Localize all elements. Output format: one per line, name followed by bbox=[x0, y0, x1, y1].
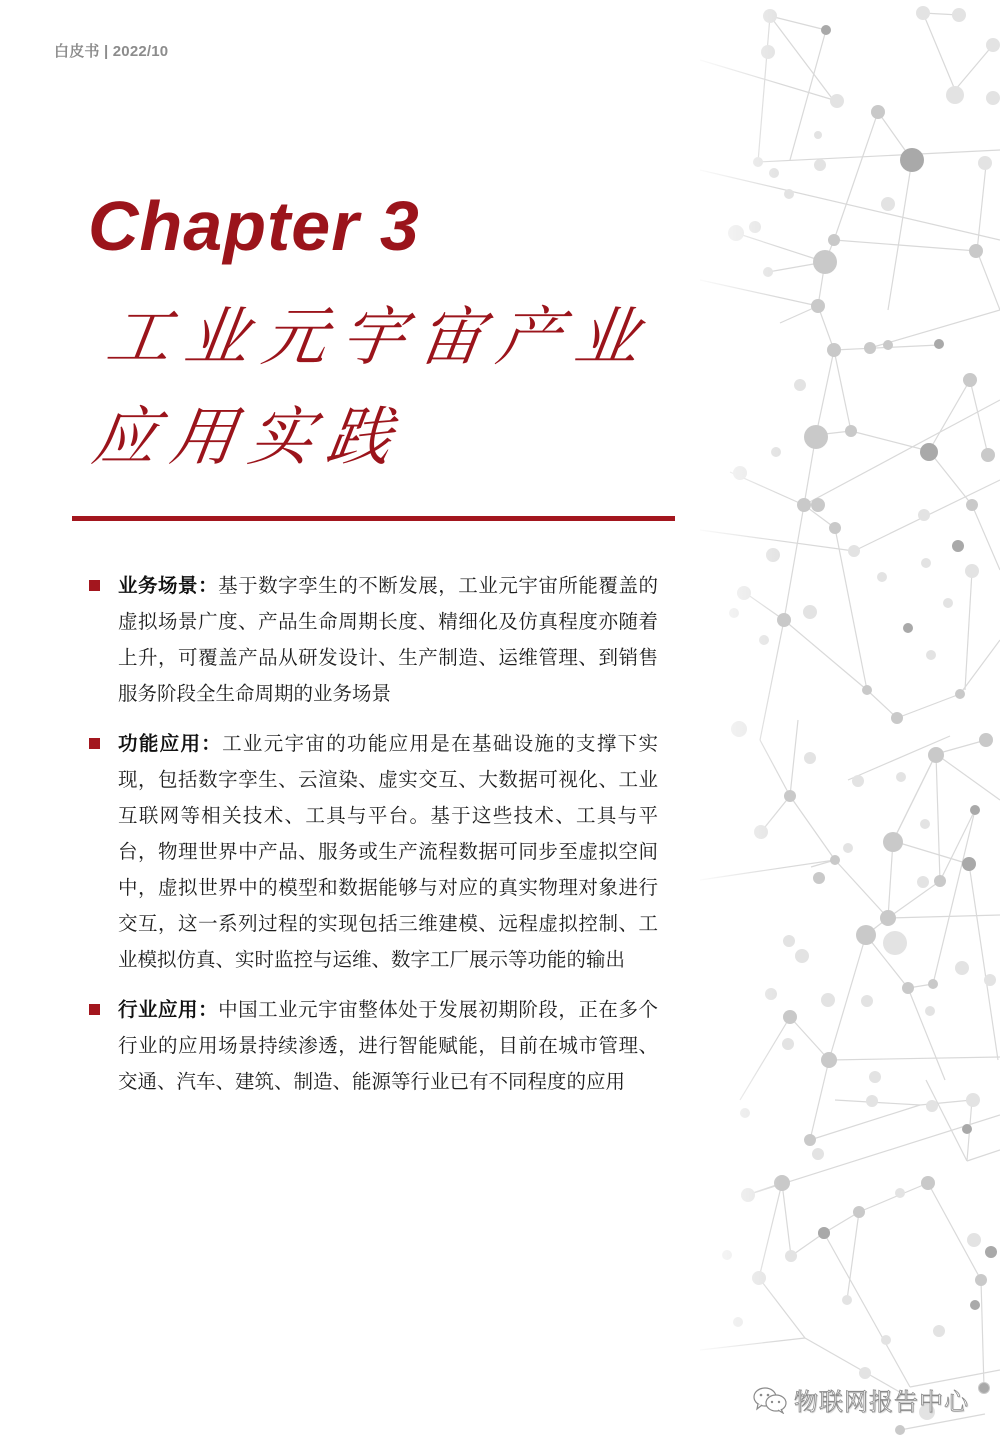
summary-bullet-list bbox=[88, 568, 658, 1114]
bullet-term: 功能应用： bbox=[118, 732, 223, 755]
bullet-industry-applications bbox=[88, 992, 658, 1100]
chapter-number: Chapter 3 bbox=[88, 187, 420, 265]
bullet-business-scenarios bbox=[88, 568, 658, 712]
bullet-functional-applications bbox=[88, 726, 658, 978]
bullet-square-icon bbox=[89, 1004, 100, 1015]
bullet-square-icon bbox=[89, 580, 100, 591]
bullet-text: 基于数字孪生的不断发展，工业元宇宙所能覆盖的虚拟场景广度、产品生命周期长度、精细化及仿真程度亦随着上升，可覆盖产品从研发设计、生产制造、运维管理、到销售服务阶段全生命周期的业务场景 bbox=[118, 574, 658, 705]
bullet-term: 行业应用： bbox=[118, 998, 219, 1021]
watermark-text: 物联网报告中心 bbox=[794, 1388, 969, 1416]
wechat-icon bbox=[752, 1386, 788, 1414]
wechat-watermark bbox=[752, 1382, 969, 1417]
document-header-tag: 白皮书 | 2022/10 bbox=[54, 43, 169, 60]
bullet-square-icon bbox=[89, 738, 100, 749]
network-fade-overlay bbox=[690, 0, 780, 1444]
section-divider bbox=[72, 516, 675, 521]
bullet-text: 中国工业元宇宙整体处于发展初期阶段，正在多个行业的应用场景持续渗透，进行智能赋能，目前在城市管理、交通、汽车、建筑、制造、能源等行业已有不同程度的应用 bbox=[118, 998, 658, 1093]
bullet-text: 工业元宇宙的功能应用是在基础设施的支撑下实现，包括数字孪生、云渲染、虚实交互、大数据可视化、工业互联网等相关技术、工具与平台。基于这些技术、工具与平台，物理世界中产品、服务或生产流程数据可同步至虚拟空间中，虚拟世界中的模型和数据能够与对应的真实物理对象进行交互，这一系列过程的实现包括三维建模、远程虚拟控制、工业模拟仿真、实时监控与运维、数字工厂展示等功能的输出 bbox=[118, 732, 658, 971]
bullet-term: 业务场景： bbox=[118, 574, 219, 597]
chapter-title-line-1: 工业元宇宙产业 bbox=[101, 301, 659, 375]
chapter-title-line-2: 应用实践 bbox=[87, 401, 411, 475]
chapter-title bbox=[86, 288, 714, 488]
